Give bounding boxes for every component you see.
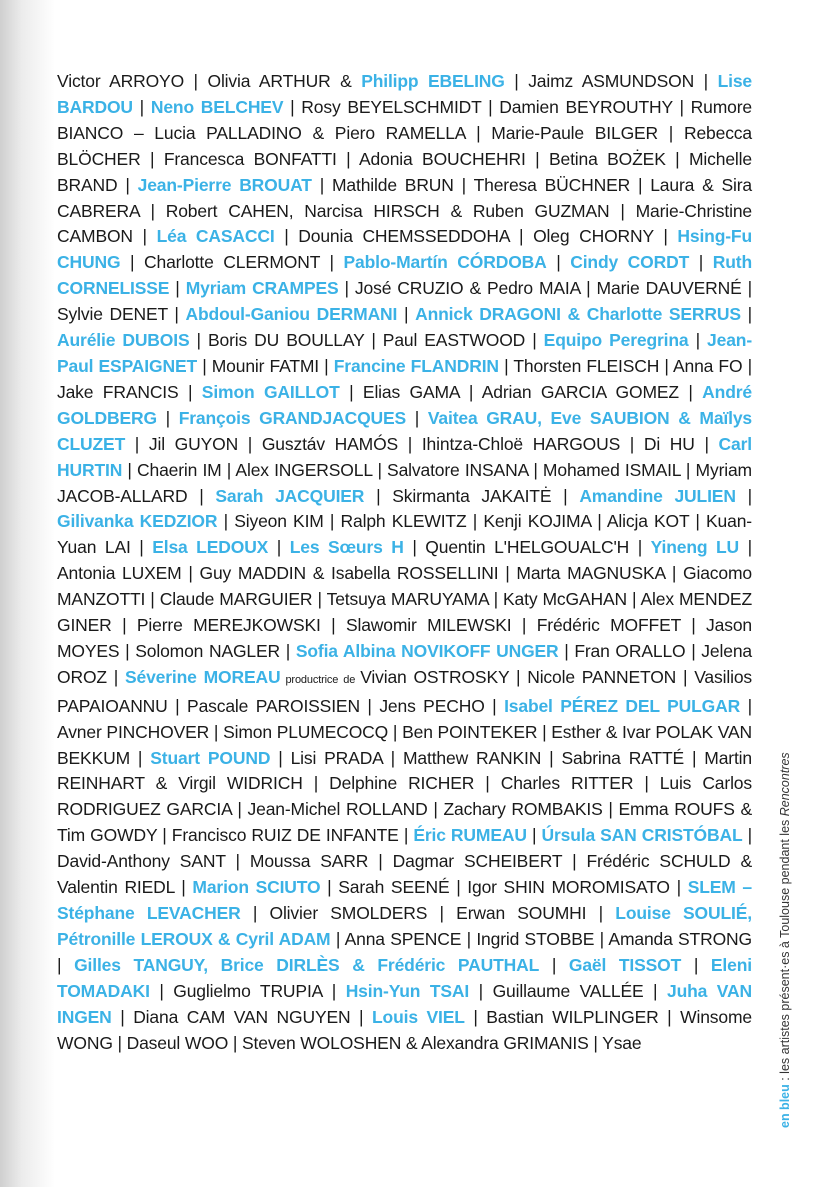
artist-name-highlighted: Séverine MOREAU	[124, 666, 281, 687]
artist-names: | Sarah SEENÉ | Igor SHIN MOROMISATO |	[320, 877, 688, 898]
artist-names: | Jaimz ASMUNDSON |	[504, 71, 718, 91]
artist-names: | Rosy BEYELSCHMIDT | Damien BEYROUTHY | Rumore BIANCO – Lucia PALLADINO & Piero RAMELLA | Marie-Paule BILGER | Rebecca BLÖCHER | Francesca BONFATTI | Adonia BOUCHEHRI | Betina BOŻEK | Michelle BRAND |	[57, 96, 752, 195]
artist-names: | David-Anthony SANT | Moussa SARR | Dagmar SCHEIBERT | Frédéric SCHULD & Valentin RIEDL |	[57, 825, 753, 898]
artist-name-highlighted: Vaitea GRAU, Eve SAUBION & Maïlys CLUZET	[57, 407, 752, 454]
artist-name-highlighted: Gilivanka KEDZIOR	[57, 511, 218, 532]
artist-names: | Diana CAM VAN NGUYEN |	[111, 1006, 372, 1027]
artist-name-highlighted: Hsin-Yun TSAI	[345, 980, 470, 1001]
artist-name-highlighted: Francine FLANDRIN	[333, 355, 499, 376]
artist-name-highlighted: Marion SCIUTO	[192, 877, 321, 898]
artist-names: | Fran ORALLO | Jelena OROZ |	[57, 640, 752, 687]
artist-names: |	[397, 304, 416, 325]
artist-names: |	[740, 304, 753, 325]
artist-names: | Quentin L'HELGOUALC'H |	[403, 537, 651, 558]
artist-names: Vivian OSTROSKY | Nicole PANNETON | Vasilios PAPAIOANNU | Pascale PAROISSIEN | Jens PECHO |	[57, 666, 752, 716]
artist-names: | Charlotte CLERMONT |	[120, 252, 344, 273]
artist-names: | Jil GUYON | Gusztáv HAMÓS | Ihintza-Chloë HARGOUS | Di HU |	[125, 433, 719, 454]
artist-name-highlighted: Annick DRAGONI & Charlotte SERRUS	[415, 304, 741, 325]
artist-names: | Mounir FATMI |	[197, 355, 334, 376]
legend-label: en bleu	[778, 1084, 792, 1128]
artist-name-highlighted: Elsa LEDOUX	[152, 537, 269, 558]
artist-name-highlighted: Sarah JACQUIER	[215, 485, 365, 506]
artist-names: | Anna SPENCE | Ingrid STOBBE | Amanda STRONG |	[57, 928, 752, 975]
artist-names: | Elias GAMA | Adrian GARCIA GOMEZ |	[339, 381, 703, 402]
artist-names: | Skirmanta JAKAITĖ |	[364, 485, 580, 506]
artist-names: |	[132, 96, 151, 117]
artist-names: | Lisi PRADA | Matthew RANKIN | Sabrina RATTÉ | Martin REINHART & Virgil WIDRICH | Delphine RICHER | Charles RITTER | Luis Carlos RODRIGUEZ GARCIA | Jean-Michel ROLLAND | Zachary ROMBAKIS | Emma ROUFS & Tim GOWDY | Francisco RUIZ DE INFANTE |	[57, 747, 752, 846]
artist-name-highlighted: Gilles TANGUY, Brice DIRLÈS & Frédéric PAUTHAL	[74, 954, 540, 975]
legend-text: : les artistes présent·es à Toulouse pendant les	[778, 816, 792, 1085]
artist-name-highlighted: SLEM – Stéphane LEVACHER	[57, 877, 752, 923]
artist-names: | Siyeon KIM | Ralph KLEWITZ | Kenji KOJIMA | Alicja KOT | Kuan-Yuan LAI |	[57, 511, 752, 558]
artist-name-highlighted: Éric RUMEAU	[413, 825, 527, 846]
legend-emphasis: Rencontres	[778, 752, 792, 817]
artist-name-highlighted: Cindy CORDT	[570, 252, 690, 273]
artist-name-highlighted: Carl HURTIN	[57, 433, 752, 480]
artist-names: | Mathilde BRUN | Theresa BÜCHNER | Laura & Sira CABRERA | Robert CAHEN, Narcisa HIRSCH & Ruben GUZMAN | Marie-Christine CAMBON |	[57, 174, 752, 247]
artist-names: |	[406, 407, 428, 428]
artist-names: | José CRUZIO & Pedro MAIA | Marie DAUVERNÉ | Sylvie DENET |	[57, 278, 753, 325]
artist-name-highlighted: Hsing-Fu CHUNG	[57, 226, 752, 273]
artist-name-highlighted: Juha VAN INGEN	[57, 980, 752, 1027]
artist-name-highlighted: François GRANDJACQUES	[178, 407, 407, 428]
artist-name-highlighted: Yineng LU	[650, 537, 740, 558]
artist-list	[57, 69, 752, 1056]
artist-names: |	[735, 485, 752, 506]
artist-names: | Olivier SMOLDERS | Erwan SOUMHI |	[240, 903, 616, 923]
artist-name-highlighted: Isabel PÉREZ DEL PULGAR	[504, 695, 741, 716]
artist-names: |	[688, 330, 708, 351]
artist-names: |	[546, 252, 571, 273]
artist-name-highlighted: Les Sœurs H	[289, 537, 404, 558]
artist-names: |	[169, 278, 186, 299]
artist-names: | Dounia CHEMSSEDDOHA | Oleg CHORNY |	[274, 226, 678, 247]
artist-name-highlighted: Úrsula SAN CRISTÓBAL	[541, 825, 743, 846]
artist-names: | Antonia LUXEM | Guy MADDIN & Isabella ROSSELLINI | Marta MAGNUSKA | Giacomo MANZOTTI | Claude MARGUIER | Tetsuya MARUYAMA | Katy McGAHAN | Alex MENDEZ GINER | Pierre MEREJKOWSKI | Slawomir MILEWSKI | Frédéric MOFFET | Jason MOYES | Solomon NAGLER |	[57, 537, 753, 661]
artist-names: | Boris DU BOULLAY | Paul EASTWOOD |	[189, 330, 544, 351]
artist-name-highlighted: Louis VIEL	[372, 1006, 465, 1027]
artist-names: | Bastian WILPLINGER | Winsome WONG | Daseul WOO | Steven WOLOSHEN & Alexandra GRIMANIS | Ysae	[57, 1006, 752, 1053]
artist-names: |	[689, 252, 713, 273]
artist-name-highlighted: Sofia Albina NOVIKOFF UNGER	[295, 640, 559, 661]
artist-name-highlighted: Lise BARDOU	[57, 71, 752, 117]
artist-names: | Avner PINCHOVER | Simon PLUMECOCQ | Ben POINTEKER | Esther & Ivar POLAK VAN BEKKUM |	[57, 695, 752, 768]
artist-name-highlighted: Jean-Pierre BROUAT	[137, 174, 312, 195]
artist-names: | Guillaume VALLÉE |	[469, 980, 667, 1001]
artist-names: |	[539, 954, 569, 975]
producer-note: productrice de	[280, 673, 361, 686]
artist-name-highlighted: Stuart POUND	[150, 747, 271, 768]
artist-names: | Thorsten FLEISCH | Anna FO | Jake FRANCIS |	[57, 355, 753, 402]
artist-name-highlighted: Philipp EBELING	[361, 71, 505, 91]
artist-names: | Guglielmo TRUPIA |	[149, 980, 346, 1001]
artist-names: |	[268, 537, 290, 558]
artist-name-highlighted: Pablo-Martín CÓRDOBA	[343, 252, 547, 273]
artist-name-highlighted: Myriam CRAMPES	[185, 278, 339, 299]
legend-note	[778, 752, 792, 1128]
artist-name-highlighted: Aurélie DUBOIS	[57, 330, 190, 351]
artist-name-highlighted: Simon GAILLOT	[201, 381, 340, 402]
artist-name-highlighted: Abdoul-Ganiou DERMANI	[185, 304, 398, 325]
artist-name-highlighted: Léa CASACCI	[156, 226, 275, 247]
artist-name-highlighted: Ruth CORNELISSE	[57, 252, 752, 299]
artist-names: |	[681, 954, 711, 975]
artist-names: |	[156, 407, 179, 428]
artist-name-highlighted: Louise SOULIÉ, Pétronille LEROUX & Cyril ADAM	[57, 903, 752, 949]
artist-names: | Chaerin IM | Alex INGERSOLL | Salvatore INSANA | Mohamed ISMAIL | Myriam JACOB-ALLARD |	[57, 459, 752, 506]
artist-name-highlighted: Jean-Paul ESPAIGNET	[57, 330, 752, 376]
artist-name-highlighted: Neno BELCHEV	[150, 96, 284, 117]
artist-name-highlighted: André GOLDBERG	[57, 381, 752, 428]
artist-name-highlighted: Gaël TISSOT	[568, 954, 682, 975]
artist-name-highlighted: Equipo Peregrina	[543, 330, 689, 351]
artist-name-highlighted: Eleni TOMADAKI	[57, 954, 752, 1001]
artist-names: |	[526, 825, 542, 846]
artist-name-highlighted: Amandine JULIEN	[579, 485, 736, 506]
artist-names: Victor ARROYO | Olivia ARTHUR &	[57, 71, 362, 91]
